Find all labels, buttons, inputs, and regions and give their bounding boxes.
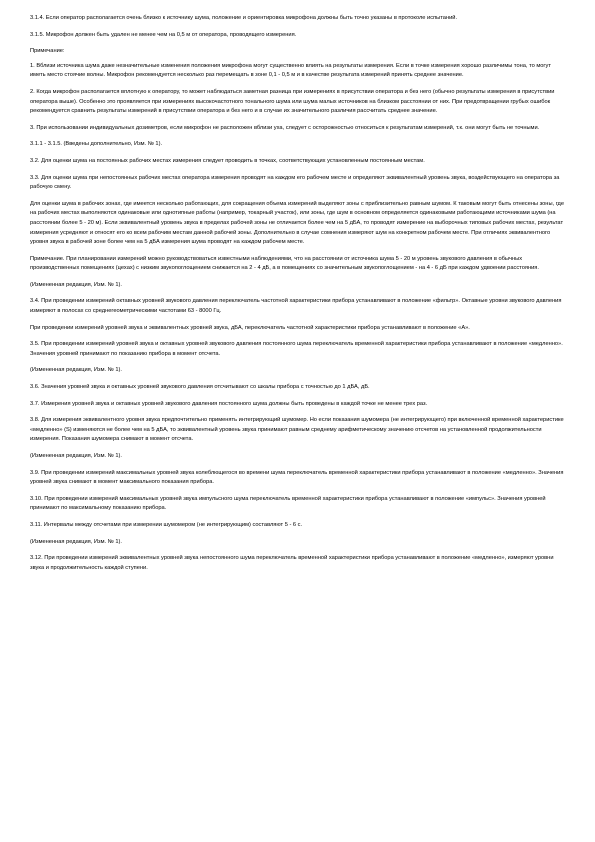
- amendment-note: 3.1.1 - 3.1.5. (Введены дополнительно, Изм. № 1).: [30, 141, 163, 148]
- paragraph-3-3: 3.3. Для оценки шума при непостоянных рабочих местах оператора измерения проводят на каждом его рабочем месте и определяют эквивалентный уровень звука, воздействующего на оператора за рабочую смену.: [30, 174, 560, 191]
- paragraph-3-6: 3.6. Значения уровней звука и октавных уровней звукового давления отсчитывают со шкалы прибора с точностью до 1 дБА, дБ.: [30, 384, 370, 391]
- paragraph-3-10: 3.10. При проведении измерений максимальных уровней звука импульсного шума переключатель временной характеристики прибора устанавливают в положение «импульс». Значения уровней принимают по максимальному показанию прибора.: [30, 495, 546, 512]
- paragraph-3-5: 3.5. При проведении измерений уровней звука и октавных уровней звукового давления постоянного шума переключатель временной характеристики прибора устанавливают в положение «медленно». Значения уровней принимают по показанию прибора в момент отсчета.: [30, 341, 563, 357]
- paragraph-3-9: 3.9. При проведении измерений максимальных уровней звука колеблющегося во времени шума переключатель временной характеристики прибора устанавливают в положение «медленно». Значения уровней звука снимают в момент максимального показания прибора.: [30, 469, 564, 486]
- paragraph-work-zones: Для оценки шума в рабочих зонах, где имеется несколько работающих, для сокращения объема измерений выделяют зоны с приблизительно равным шумом. К таковым могут быть отнесены зоны, где на рабочих местах выполняются одинаковые или однотипные работы (например, токарный участок), или зоны, где шум в основном определяется одинаковыми работающими источниками шума (на расстоянии более 5 - 20 м). Если эквивалентный уровень звука в пределах рабочей зоны не отличается более чем на 5 дБА, то проводят измерение на выборочных типовых рабочих местах, результат измерения усредняют и относят его ко всем рабочим местам данной рабочей зоны. Дополнительно в случае сомнения измеряют шум на конкретном рабочем месте. При отличиях эквивалентного уровня звука в рабочей зоне более чем на 5 дБА измерения шума проводят на каждом рабочем месте.: [30, 200, 564, 246]
- paragraph-3-1-4: 3.1.4. Если оператор располагается очень близко к источнику шума, положение и ориентировка микрофона должны быть точно указаны в протоколе испытаний.: [30, 15, 458, 21]
- paragraph-3-12: 3.12. При проведении измерений эквивалентных уровней звука непостоянного шума переключатель временной характеристики прибора устанавливают в положение «медленно», измеряют уровни звука и продолжительность каждой ступени.: [30, 555, 554, 571]
- paragraph-3-11: 3.11. Интервалы между отсчетами при измерении шумомером (не интегрирующим) составляют 5 - 6 с.: [30, 521, 303, 528]
- amendment-note: (Измененная редакция, Изм. № 1).: [30, 453, 123, 459]
- note-1: 1. Вблизи источника шума даже незначительные изменения положения микрофона могут существенно влиять на результаты измерения. Если в точке измерения хорошо различимы тона, то могут иметь место стоячие волны. Микрофон рекомендуется несколько раз перемещать в зоне 0,1 - 0,5 м и в качестве результата измерений принять среднее значение.: [30, 62, 551, 79]
- paragraph-3-1-5: 3.1.5. Микрофон должен быть удален не менее чем на 0,5 м от оператора, проводящего измерения.: [30, 31, 297, 38]
- paragraph-3-7: 3.7. Измерения уровней звука и октавных уровней звукового давления постоянного шума должны быть проведены в каждой точке не менее трех раз.: [30, 400, 428, 407]
- note-2: 2. Когда микрофон располагается вплотную к оператору, то может наблюдаться заметная разница при измерениях в присутствии оператора и без него (обычно результаты измерения в присутствии оператора выше). Особенно это проявляется при измерениях высокочастотного тонального шума или шума малых источников на близком расстоянии от них. При предотвращении грубых ошибок рекомендуется сравнить результаты измерений в присутствии оператора и без него и в случае их значительного различия рассчитать среднее значение.: [30, 88, 555, 115]
- note-heading: Примечание:: [30, 48, 65, 55]
- amendment-note: (Измененная редакция, Изм. № 1).: [30, 281, 123, 288]
- paragraph-3-4: 3.4. При проведении измерений октавных уровней звукового давления переключатель частотной характеристики прибора устанавливают в положение «фильтр». Октавные уровни звукового давления измеряют в полосах со среднегеометрическими частотами 63 - 8000 Гц.: [30, 298, 562, 315]
- document-page: [30, 14, 567, 580]
- amendment-note: (Измененная редакция, Изм. № 1).: [30, 538, 123, 545]
- paragraph-3-8: 3.8. Для измерения эквивалентного уровня звука предпочтительно применять интегрирующий шумомер. Но если показания шумомера (не интегрирующего) при включенной временной характеристике «медленно» (S) изменяются не более чем на 5 дБА, то эквивалентный уровень звука принимают равным среднему арифметическому значению отсчетов на установленной продолжительности измерения. Показания шумомера снимают в момент отсчета.: [30, 417, 564, 443]
- note-3: 3. При использовании индивидуальных дозиметров, если микрофон не расположен вблизи уха, следует с осторожностью относиться к результатам измерений, т.к. они могут быть не точными.: [30, 124, 540, 131]
- amendment-note: (Измененная редакция, Изм. № 1).: [30, 367, 123, 374]
- paragraph-3-2: 3.2. Для оценки шума на постоянных рабочих местах измерения следует проводить в точках, соответствующих установленным постоянным местам.: [30, 157, 425, 164]
- paragraph-3-4-a: При проведении измерений уровней звука и эквивалентных уровней звука, дБА, переключатель частотной характеристики прибора устанавливают в положение «А».: [30, 324, 470, 331]
- note-planning: Примечание. При планировании измерений можно руководствоваться известными наблюдениями, что на расстоянии от источника шума 5 - 20 м уровень звукового давления в обычных производственных помещениях (цехах) с низким звукопоглощением снижается на 2 - 4 дБ, а в помещениях со значительным звукопоглощением - на 4 - 6 дБ при каждом удвоении расстояния.: [30, 255, 539, 272]
